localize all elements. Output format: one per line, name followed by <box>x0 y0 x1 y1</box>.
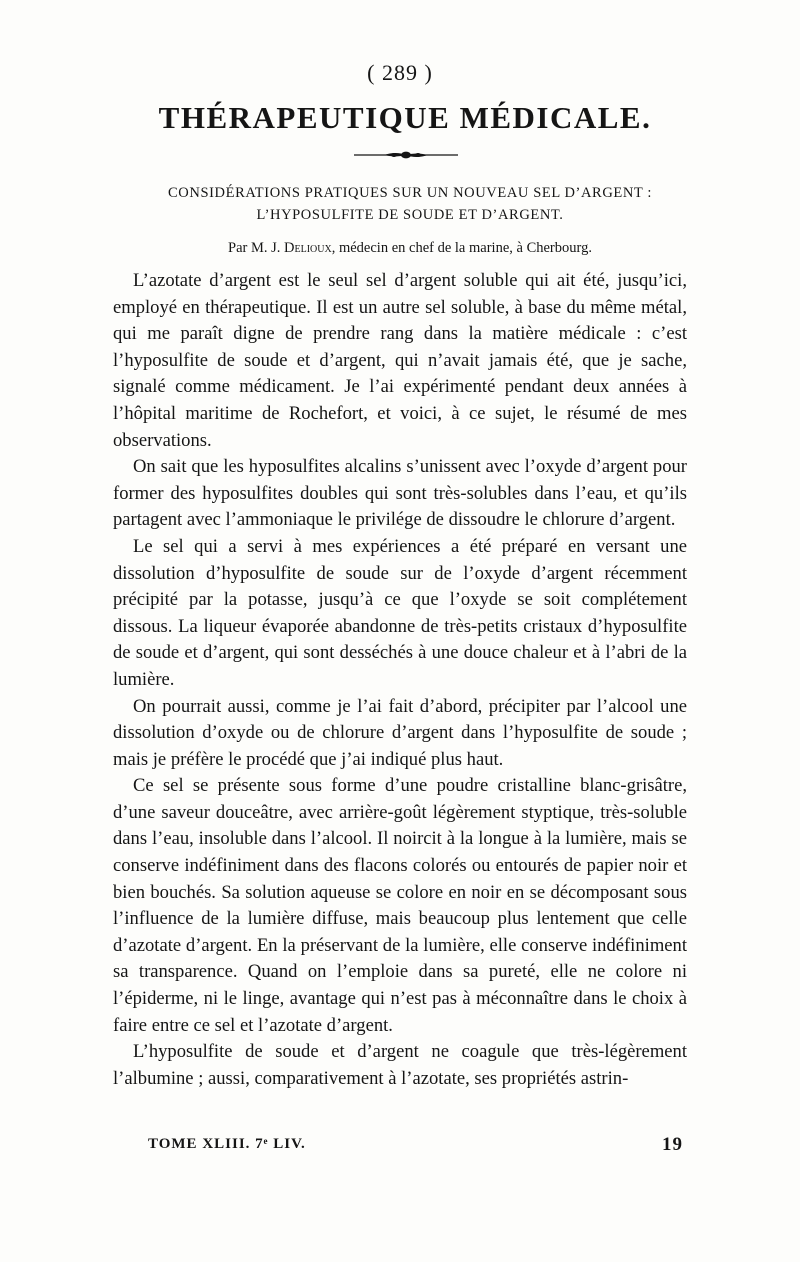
author-name: Delioux <box>284 240 332 256</box>
section-title: THÉRAPEUTIQUE MÉDICALE. <box>158 100 652 135</box>
paragraph: On sait que les hyposulfites alcalins s’unissent avec l’oxyde d’argent pour former des hyposulfites doubles qui sont très-solubles dans l’eau, et qu’ils partagent avec l’ammoniaque le privilége de dissoudre le chlorure d’argent. <box>113 456 687 531</box>
article-body <box>113 268 687 1092</box>
ornamental-rule-icon <box>354 150 458 160</box>
paragraph: On pourrait aussi, comme je l’ai fait d’abord, précipiter par l’alcool une dissolution d’oxyde ou de chlorure d’argent dans l’hyposulfite de soude ; mais je préfère le procédé que j’ai indiqué plus haut. <box>113 695 687 770</box>
volume-label: TOME XLIII. 7ᵉ LIV. <box>148 1136 306 1152</box>
paragraph: Le sel qui a servi à mes expériences a été préparé en versant une dissolution d’hyposulfite de soude sur de l’oxyde d’argent récemment précipité par la potasse, jusqu’à ce que l’oxyde se soit complétement dissous. La liqueur évaporée abandonne de très-petits cristaux d’hyposulfite de soude et d’argent, qui sont desséchés à une douce chaleur et à l’abri de la lumière. <box>113 535 687 690</box>
author-line <box>130 238 690 258</box>
article-title-line-2: L’HYPOSULFITE DE SOUDE ET D’ARGENT. <box>256 207 564 223</box>
paragraph: L’azotate d’argent est le seul sel d’argent soluble qui ait été, jusqu’ici, employé en thérapeutique. Il est un autre sel soluble, à base du même métal, qui me paraît digne de prendre rang dans la matière médicale : c’est l’hyposulfite de soude et d’argent, qui n’avait jamais été, que je sache, signalé comme médicament. Je l’ai expérimenté pendant deux années à l’hôpital maritime de Rochefort, et voici, à ce sujet, le résumé de mes observations. <box>113 270 687 451</box>
article-title-line-1: CONSIDÉRATIONS PRATIQUES SUR UN NOUVEAU SEL D’ARGENT : <box>168 185 652 201</box>
paragraph: L’hyposulfite de soude et d’argent ne coagule que très-légèrement l’albumine ; aussi, comparativement à l’azotate, ses propriétés astrin- <box>113 1041 687 1089</box>
paragraph: Ce sel se présente sous forme d’une poudre cristalline blanc-grisâtre, d’une saveur douceâtre, avec arrière-goût légèrement styptique, très-soluble dans l’eau, insoluble dans l’alcool. Il noircit à la longue à la lumière, mais se conserve indéfiniment dans des flacons colorés ou entourés de papier noir et bien bouchés. Sa solution aqueuse se colore en noir en se décomposant sous l’influence de la lumière diffuse, mais beaucoup plus lentement que celle d’azotate d’argent. En la préservant de la lumière, elle conserve indéfiniment sa transparence. Quand on l’emploie dans sa pureté, elle ne colore ni l’épiderme, ni le linge, avantage qui n’est pas à méconnaître dans le choix à faire entre ce sel et l’azotate d’argent. <box>113 775 687 1036</box>
author-prefix: Par M. J. <box>228 240 285 256</box>
signature-mark: 19 <box>662 1134 683 1155</box>
author-suffix: , médecin en chef de la marine, à Cherbourg. <box>331 240 592 256</box>
page-number: ( 289 ) <box>367 60 433 85</box>
page-footer <box>148 1136 683 1160</box>
